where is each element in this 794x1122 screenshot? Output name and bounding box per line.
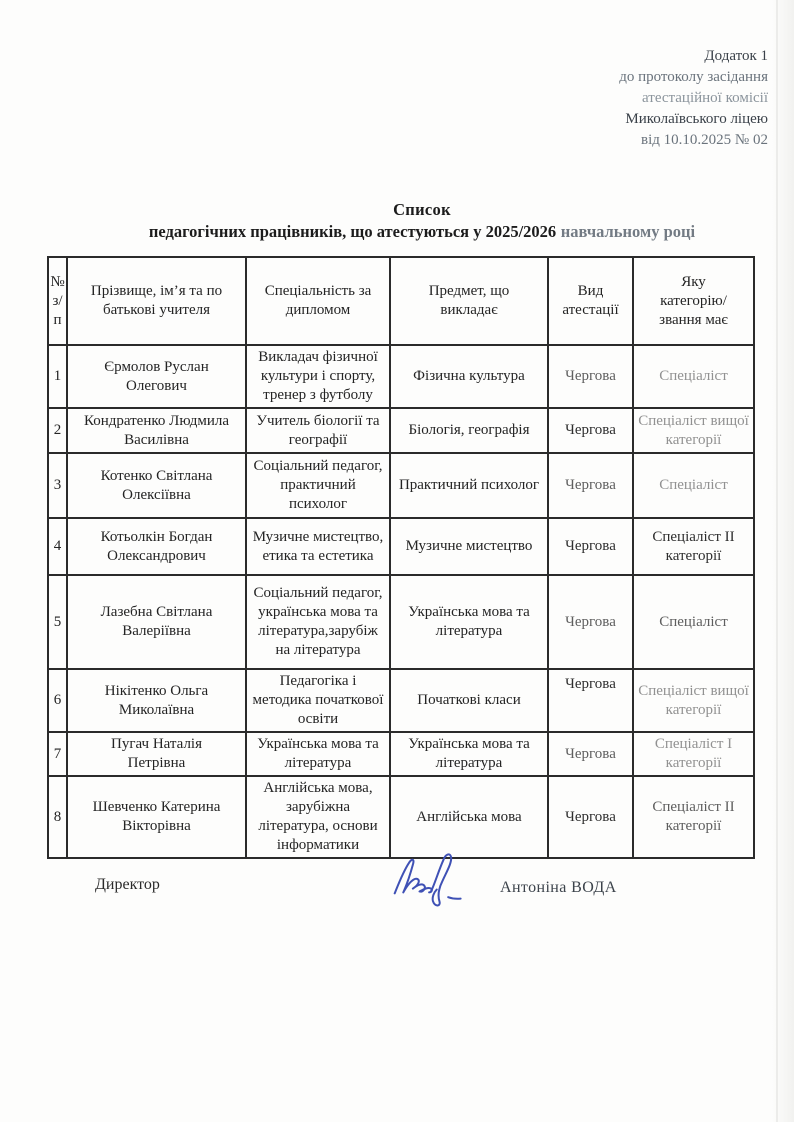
cell-specialty: Учитель біології та географії xyxy=(246,408,390,453)
table-row xyxy=(48,776,754,858)
cell-attestation: Чергова xyxy=(548,453,633,518)
cell-name: Котенко Світлана Олексіївна xyxy=(67,453,246,518)
cell-subject: Практичний психолог xyxy=(390,453,548,518)
title-subtitle xyxy=(50,221,794,243)
document-title xyxy=(50,199,794,243)
cell-category: Спеціаліст ІІ категорії xyxy=(633,776,754,858)
cell-attestation: Чергова xyxy=(548,518,633,575)
cell-name: Лазебна Світлана Валеріївна xyxy=(67,575,246,669)
cell-attestation: Чергова xyxy=(548,669,633,732)
table-row xyxy=(48,453,754,518)
table-row xyxy=(48,518,754,575)
scan-edge-shading xyxy=(772,0,794,1122)
title-subtitle-main: педагогічних працівників, що атестуються у 2025/2026 xyxy=(148,222,557,241)
table-row xyxy=(48,669,754,732)
institution-line: Миколаївського ліцею xyxy=(625,111,768,127)
cell-number: 2 xyxy=(48,408,67,453)
cell-specialty: Соціальний педагог, практичний психолог xyxy=(246,453,390,518)
cell-category: Спеціаліст xyxy=(633,575,754,669)
cell-category: Спеціаліст вищої категорії xyxy=(633,669,754,732)
cell-attestation: Чергова xyxy=(548,408,633,453)
date-number-line: від 10.10.2025 № 02 xyxy=(641,132,768,148)
cell-specialty: Музичне мистецтво, етика та естетика xyxy=(246,518,390,575)
cell-number: 4 xyxy=(48,518,67,575)
cell-attestation: Чергова xyxy=(548,345,633,408)
director-signature-icon xyxy=(388,849,474,911)
cell-attestation: Чергова xyxy=(548,575,633,669)
cell-number: 1 xyxy=(48,345,67,408)
cell-number: 6 xyxy=(48,669,67,732)
cell-subject: Музичне мистецтво xyxy=(390,518,548,575)
cell-specialty: Соціальний педагог, українська мова та література,зарубіж на література xyxy=(246,575,390,669)
header-cell-name: Прізвище, ім’я та по батькові учителя xyxy=(67,257,246,345)
attestation-table xyxy=(47,256,755,859)
director-name: Антоніна ВОДА xyxy=(500,879,617,896)
table-row xyxy=(48,408,754,453)
header-cell-attestation: Вид атестації xyxy=(548,257,633,345)
cell-name: Єрмолов Руслан Олегович xyxy=(67,345,246,408)
cell-category: Спеціаліст ІІ категорії xyxy=(633,518,754,575)
scan-edge-line xyxy=(776,0,778,1122)
cell-number: 3 xyxy=(48,453,67,518)
cell-subject: Початкові класи xyxy=(390,669,548,732)
cell-name: Нікітенко Ольга Миколаївна xyxy=(67,669,246,732)
header-cell-specialty: Спеціальність за дипломом xyxy=(246,257,390,345)
cell-category: Спеціаліст xyxy=(633,345,754,408)
document-reference-block xyxy=(619,46,768,151)
cell-subject: Англійська мова xyxy=(390,776,548,858)
header-cell-number: № з/п xyxy=(48,257,67,345)
cell-subject: Українська мова та література xyxy=(390,575,548,669)
cell-name: Котьолкін Богдан Олександрович xyxy=(67,518,246,575)
cell-specialty: Українська мова та література xyxy=(246,732,390,776)
cell-subject: Біологія, географія xyxy=(390,408,548,453)
appendix-label: Додаток 1 xyxy=(704,48,768,64)
cell-category: Спеціаліст xyxy=(633,453,754,518)
header-cell-subject: Предмет, що викладає xyxy=(390,257,548,345)
cell-number: 5 xyxy=(48,575,67,669)
table-header-row xyxy=(48,257,754,345)
title-subtitle-faded: навчальному році xyxy=(560,222,696,241)
cell-name: Пугач Наталія Петрівна xyxy=(67,732,246,776)
cell-attestation: Чергова xyxy=(548,732,633,776)
director-label: Директор xyxy=(95,876,160,893)
cell-category: Спеціаліст І категорії xyxy=(633,732,754,776)
cell-name: Кондратенко Людмила Василівна xyxy=(67,408,246,453)
cell-subject: Фізична культура xyxy=(390,345,548,408)
table-row xyxy=(48,732,754,776)
table-row xyxy=(48,345,754,408)
commission-line: атестаційної комісії xyxy=(642,90,768,106)
cell-number: 8 xyxy=(48,776,67,858)
table-row xyxy=(48,575,754,669)
cell-number: 7 xyxy=(48,732,67,776)
table-body xyxy=(48,345,754,858)
cell-specialty: Педагогіка і методика початкової освіти xyxy=(246,669,390,732)
cell-category: Спеціаліст вищої категорії xyxy=(633,408,754,453)
cell-specialty: Англійська мова, зарубіжна література, основи інформатики xyxy=(246,776,390,858)
cell-attestation: Чергова xyxy=(548,776,633,858)
cell-specialty: Викладач фізичної культури і спорту, тренер з футболу xyxy=(246,345,390,408)
cell-name: Шевченко Катерина Вікторівна xyxy=(67,776,246,858)
header-cell-category: Яку категорію/ звання має xyxy=(633,257,754,345)
cell-subject: Українська мова та література xyxy=(390,732,548,776)
protocol-line: до протоколу засідання xyxy=(619,69,768,85)
title-word: Список xyxy=(393,200,451,219)
